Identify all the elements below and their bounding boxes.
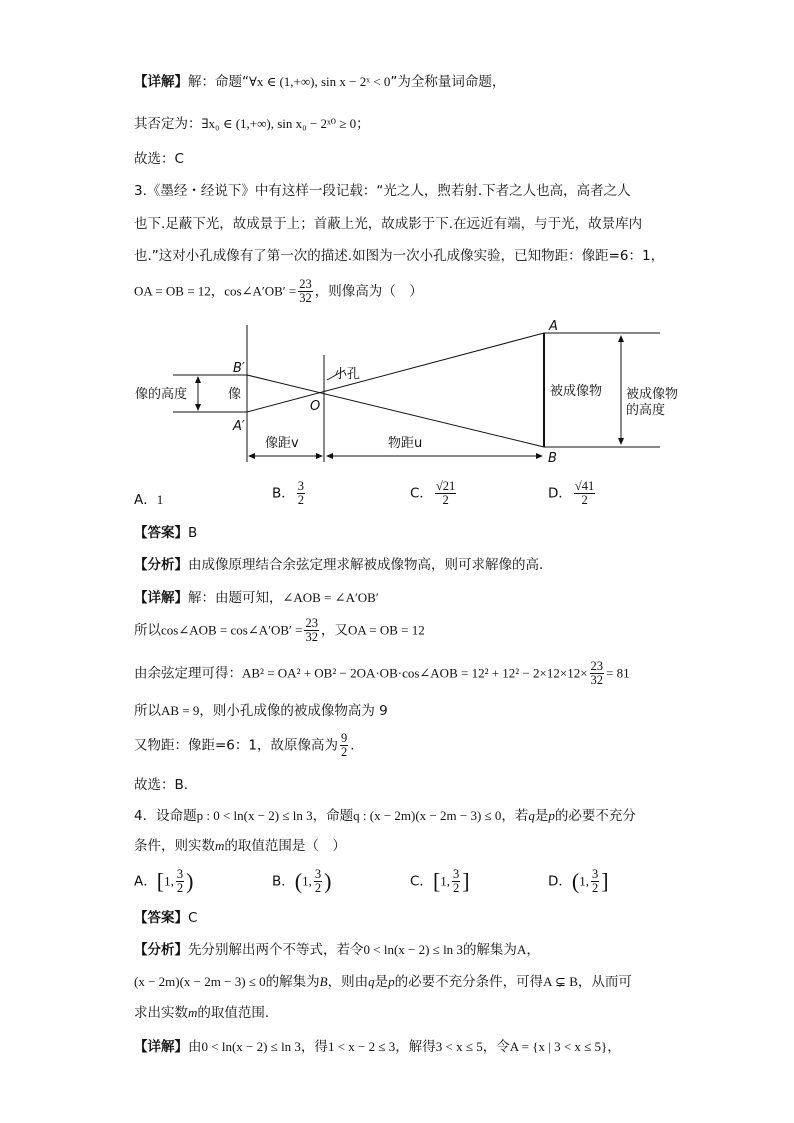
q3-analysis: 【分析】由成像原理结合余弦定理求解被成像物高，则可求解像的高. xyxy=(134,557,544,573)
fraction: $\frac{23}{32}$ xyxy=(299,277,312,305)
label-object-distance: 物距u xyxy=(388,436,423,451)
label-O: O xyxy=(310,399,321,414)
q3-stem-line-3: 也.”这对小孔成像有了第一次的描述.如图为一次小孔成像实验，已知物距：像距=6：1， xyxy=(134,248,665,264)
s2-answer-line: 故选：C xyxy=(134,151,184,167)
pinhole-figure xyxy=(0,315,794,465)
q3-stem-line-2: 也下.足蔽下光，故成景于上；首蔽上光，故成影于下.在远近有端，与于光，故景库内 xyxy=(134,216,643,232)
q4-analysis-1: 【分析】先分别解出两个不等式，若令0 < ln(x − 2) ≤ ln 3的解集为A， xyxy=(134,942,540,958)
q4-option-a: A．[1, $\frac{3}{2}$ ) xyxy=(134,867,194,895)
q4-analysis-3: 求出实数m的取值范围. xyxy=(134,1005,270,1021)
s2-line-1: 【详解】解：命题“∀x ∈ (1,+∞), sin x − 2ˣ < 0”为全称量词命题， xyxy=(134,74,506,90)
label-image: 像 xyxy=(228,387,242,402)
label-A-prime: A′ xyxy=(233,419,245,434)
q4-option-b: B．(1, $\frac{3}{2}$ ) xyxy=(272,867,332,895)
tag-detail: 【详解】 xyxy=(134,74,188,90)
q3-detail-3: 由余弦定理可得：AB² = OA² + OB² − 2OA·OB·cos∠AOB = 12² + 12² − 2×12×12× $\frac{23}{32}$ = 81 xyxy=(134,659,630,687)
q3-option-b: B． $\frac{3}{2}$ xyxy=(272,479,305,507)
q4-option-d: D．(1, $\frac{3}{2}$ ] xyxy=(548,867,609,895)
q3-detail-5: 又物距：像距=6：1，故原像高为 $\frac{9}{2}$ . xyxy=(134,731,355,759)
label-image-distance: 像距v xyxy=(265,436,299,451)
label-image-height: 像的高度 xyxy=(135,387,188,402)
label-B: B xyxy=(548,451,557,465)
s2-line-2: 其否定为：∃x₀ ∈ (1,+∞), sin x₀ − 2ˣ⁰ ≥ 0； xyxy=(134,116,370,132)
label-object-height-1: 被成像物 xyxy=(626,387,679,402)
label-A: A xyxy=(549,319,558,334)
ray-a xyxy=(247,333,544,412)
q3-detail-2: 所以cos∠AOB = cos∠A′OB′ = $\frac{23}{32}$ ，又OA = OB = 12 xyxy=(134,616,425,644)
q3-stem-line-4: OA = OB = 12，cos∠A′OB′ = $\frac{23}{32}$ ，则像高为（ ） xyxy=(134,277,423,305)
q3-option-d: D． $\frac{√41}{2}$ xyxy=(548,479,595,507)
q3-stem-line-1: 3.《墨经・经说下》中有这样一段记载：“光之人，煦若射.下者之人也高，高者之人 xyxy=(134,183,631,199)
q4-stem-line-2: 条件，则实数m的取值范围是（ ） xyxy=(134,838,346,854)
q3-answer: 【答案】B xyxy=(134,525,198,541)
q4-option-c: C．[1, $\frac{3}{2}$ ] xyxy=(410,867,470,895)
q4-stem-line-1: 4．设命题p : 0 < ln(x − 2) ≤ ln 3，命题q : (x − 2m)(x − 2m − 3) ≤ 0，若q是p的必要不充分 xyxy=(134,808,636,824)
label-pinhole: 小孔 xyxy=(334,367,361,382)
q3-option-a: A．1 xyxy=(134,492,164,508)
q3-detail-1: 【详解】解：由题可知，∠AOB = ∠A′OB′ xyxy=(134,590,379,606)
label-object-height-2: 的高度 xyxy=(626,403,666,418)
q3-option-c: C． $\frac{√21}{2}$ xyxy=(410,479,456,507)
q4-detail-1: 【详解】由0 < ln(x − 2) ≤ ln 3，得1 < x − 2 ≤ 3，解得3 < x ≤ 5，令A = {x | 3 < x ≤ 5}， xyxy=(134,1039,621,1055)
q4-answer: 【答案】C xyxy=(134,910,198,926)
q4-analysis-2: (x − 2m)(x − 2m − 3) ≤ 0的解集为B，则由q是p的必要不充分条件，可得A ⊊ B，从而可 xyxy=(134,974,632,990)
label-object: 被成像物 xyxy=(550,384,603,399)
label-B-prime: B′ xyxy=(233,361,245,376)
q3-detail-6: 故选：B. xyxy=(134,777,189,793)
q3-detail-4: 所以AB = 9，则小孔成像的被成像物高为 9 xyxy=(134,703,388,719)
